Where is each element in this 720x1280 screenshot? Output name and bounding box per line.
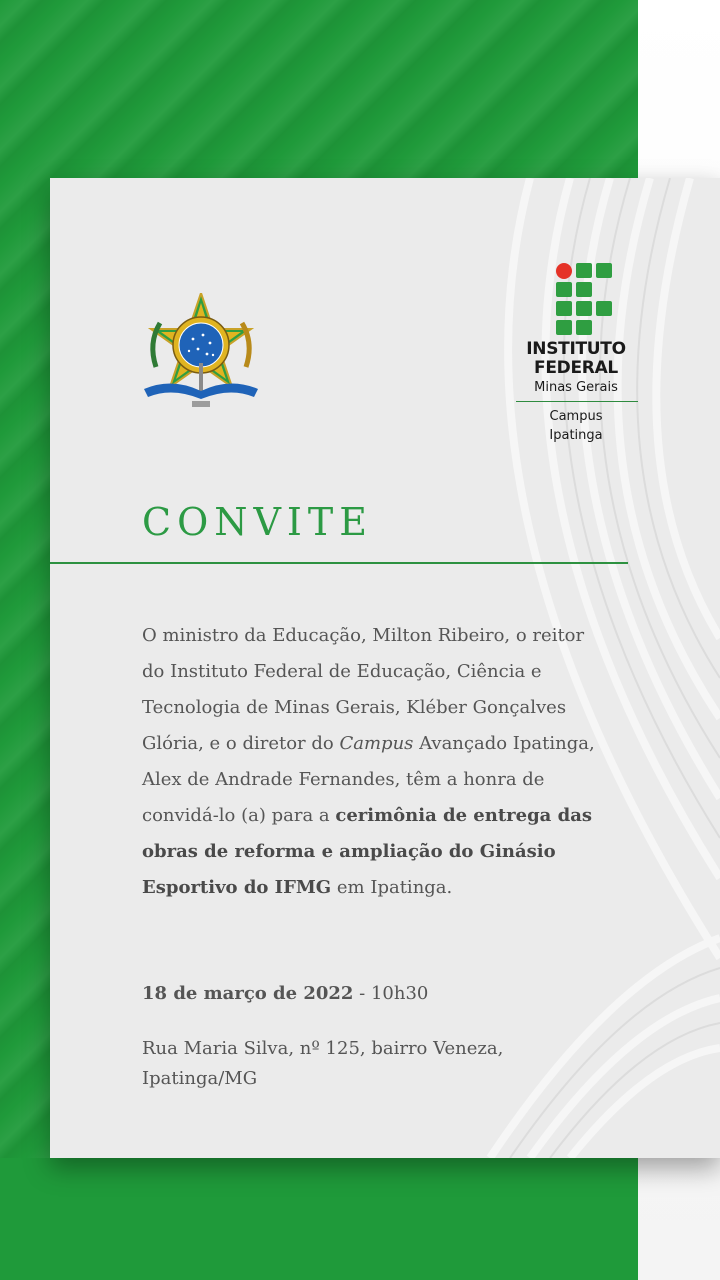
ifmg-campus: [512, 407, 640, 445]
ifmg-campus-line2: Ipatinga: [549, 428, 603, 443]
invite-event-name: cerimônia de entrega das obras de reforma e ampliação do Ginásio Esportivo do IFMG: [142, 805, 592, 898]
ifmg-campus-line1: Campus: [549, 409, 603, 424]
ifmg-grid-icon: [554, 262, 614, 336]
invite-title: CONVITE: [142, 500, 374, 544]
ifmg-divider: [516, 401, 638, 402]
title-underline: [50, 562, 628, 564]
invite-end: em Ipatinga.: [331, 877, 453, 898]
ifmg-state: Minas Gerais: [534, 380, 618, 395]
event-address: Rua Maria Silva, nº 125, bairro Veneza, Ipatinga/MG: [142, 1038, 504, 1089]
invite-campus-word: Campus: [339, 733, 414, 754]
event-time: - 10h30: [353, 983, 429, 1004]
invite-mid: Avançado Ipatinga, Alex de Andrade Fernandes, têm a honra de convidá-lo (a) para a: [142, 733, 595, 826]
coat-of-arms-logo: [142, 293, 260, 411]
invitation-card: [50, 178, 720, 1158]
event-date: 18 de março de 2022: [142, 983, 354, 1004]
event-datetime: [142, 979, 612, 1009]
invite-intro: O ministro da Educação, Milton Ribeiro, o reitor do Instituto Federal de Educação, Ciência e Tecnologia de Minas Gerais, Kléber Gonçalves Glória, e o diretor do: [142, 625, 585, 754]
ifmg-name-line2: FEDERAL: [534, 358, 618, 378]
invite-body: [142, 618, 612, 906]
green-bottom-band: [0, 1158, 638, 1280]
ifmg-name-line1: INSTITUTO: [526, 339, 626, 359]
